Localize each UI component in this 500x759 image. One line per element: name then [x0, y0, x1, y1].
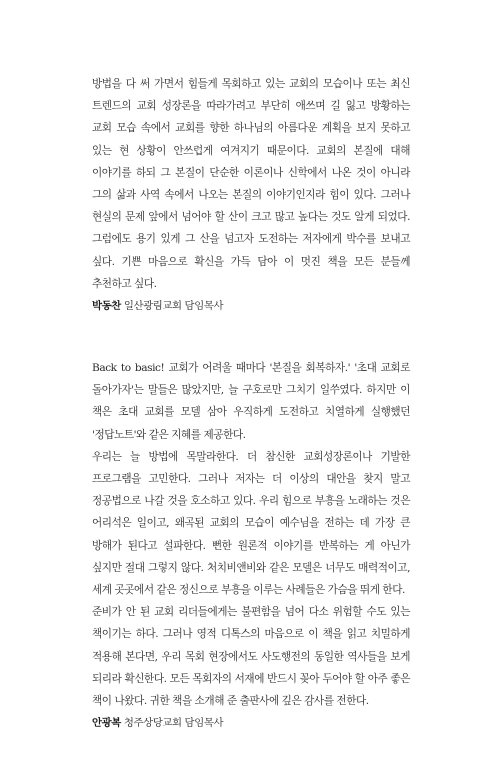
- endorsement-2-paragraph-2: 우리는 늘 방법에 목말라한다. 더 참신한 교회성장론이나 기발한 프로그램을 고민한다. 그러나 저자는 더 이상의 대안을 찾지 말고 정공법으로 나갈 것을 호소하고 있다. 우리 힘으로 부흥을 노래하는 것은 어리석은 일이고, 왜곡된 교회의 모습이 예수님을 전하는 데 가장 큰 방해가 된다고 설파한다. 뻔한 원론적 이야기를 반복하는 게 아닌가 싶지만 절대 그렇지 않다. 처치비앤비와 같은 모델은 너무도 매력적이고, 세계 곳곳에서 같은 정신으로 부흥을 이루는 사례들은 가슴을 뛰게 한다.: [92, 450, 410, 597]
- endorsement-1-author-title: 일산광림교회 담임목사: [123, 300, 224, 313]
- endorsement-2-signature: [92, 714, 410, 732]
- endorsement-2-paragraph-3: 준비가 안 된 교회 리더들에게는 불편함을 넘어 다소 위험할 수도 있는 책이기는 하다. 그러나 영적 디톡스의 마음으로 이 책을 읽고 치밀하게 적용해 본다면, 우리 목회 현장에서도 사도행전의 동일한 역사들을 보게 되리라 확신한다. 모든 목회자의 서재에 반드시 꽂아 두어야 할 아주 좋은 책이 나왔다. 귀한 책을 소개해 준 출판사에 깊은 감사를 전한다.: [92, 606, 410, 708]
- endorsement-2-paragraph-1: Back to basic! 교회가 어려울 때마다 '본질을 회복하자.' '초대 교회로 돌아가자'는 말들은 많았지만, 늘 구호로만 그치기 일쑤였다. 하지만 이 책은 초대 교회를 모델 삼아 우직하게 도전하고 치열하게 실행했던 '정답노트'와 같은 지혜를 제공한다.: [92, 362, 410, 441]
- endorsement-2-author: 안광복: [92, 717, 121, 730]
- endorsement-1-paragraph-1: 방법을 다 써 가면서 힘들게 목회하고 있는 교회의 모습이나 또는 최신 트렌드의 교회 성장론을 따라가려고 부단히 애쓰며 길 잃고 방황하는 교회 모습 속에서 교회를 향한 하나님의 아름다운 계획을 보지 못하고 있는 현 상황이 안쓰럽게 여겨지기 때문이다. 교회의 본질에 대해 이야기를 하되 그 본질이 단순한 이론이나 신학에서 나온 것이 아니라 그의 삶과 사역 속에서 나오는 본질의 이야기인지라 힘이 있다. 그러나 현실의 문제 앞에서 넘어야 할 산이 크고 많고 높다는 것도 알게 되었다. 그럼에도 용기 있게 그 산을 넘고자 도전하는 저자에게 박수를 보내고 싶다. 기쁜 마음으로 확신을 가득 담아 이 멋진 책을 모든 분들께 추천하고 싶다.: [92, 78, 410, 290]
- endorsement-1: [92, 73, 410, 315]
- endorsement-2-author-title: 청주상당교회 담임목사: [123, 717, 224, 730]
- endorsement-1-signature: [92, 297, 410, 315]
- endorsement-2: [92, 357, 410, 732]
- endorsement-1-author: 박동찬: [92, 300, 121, 313]
